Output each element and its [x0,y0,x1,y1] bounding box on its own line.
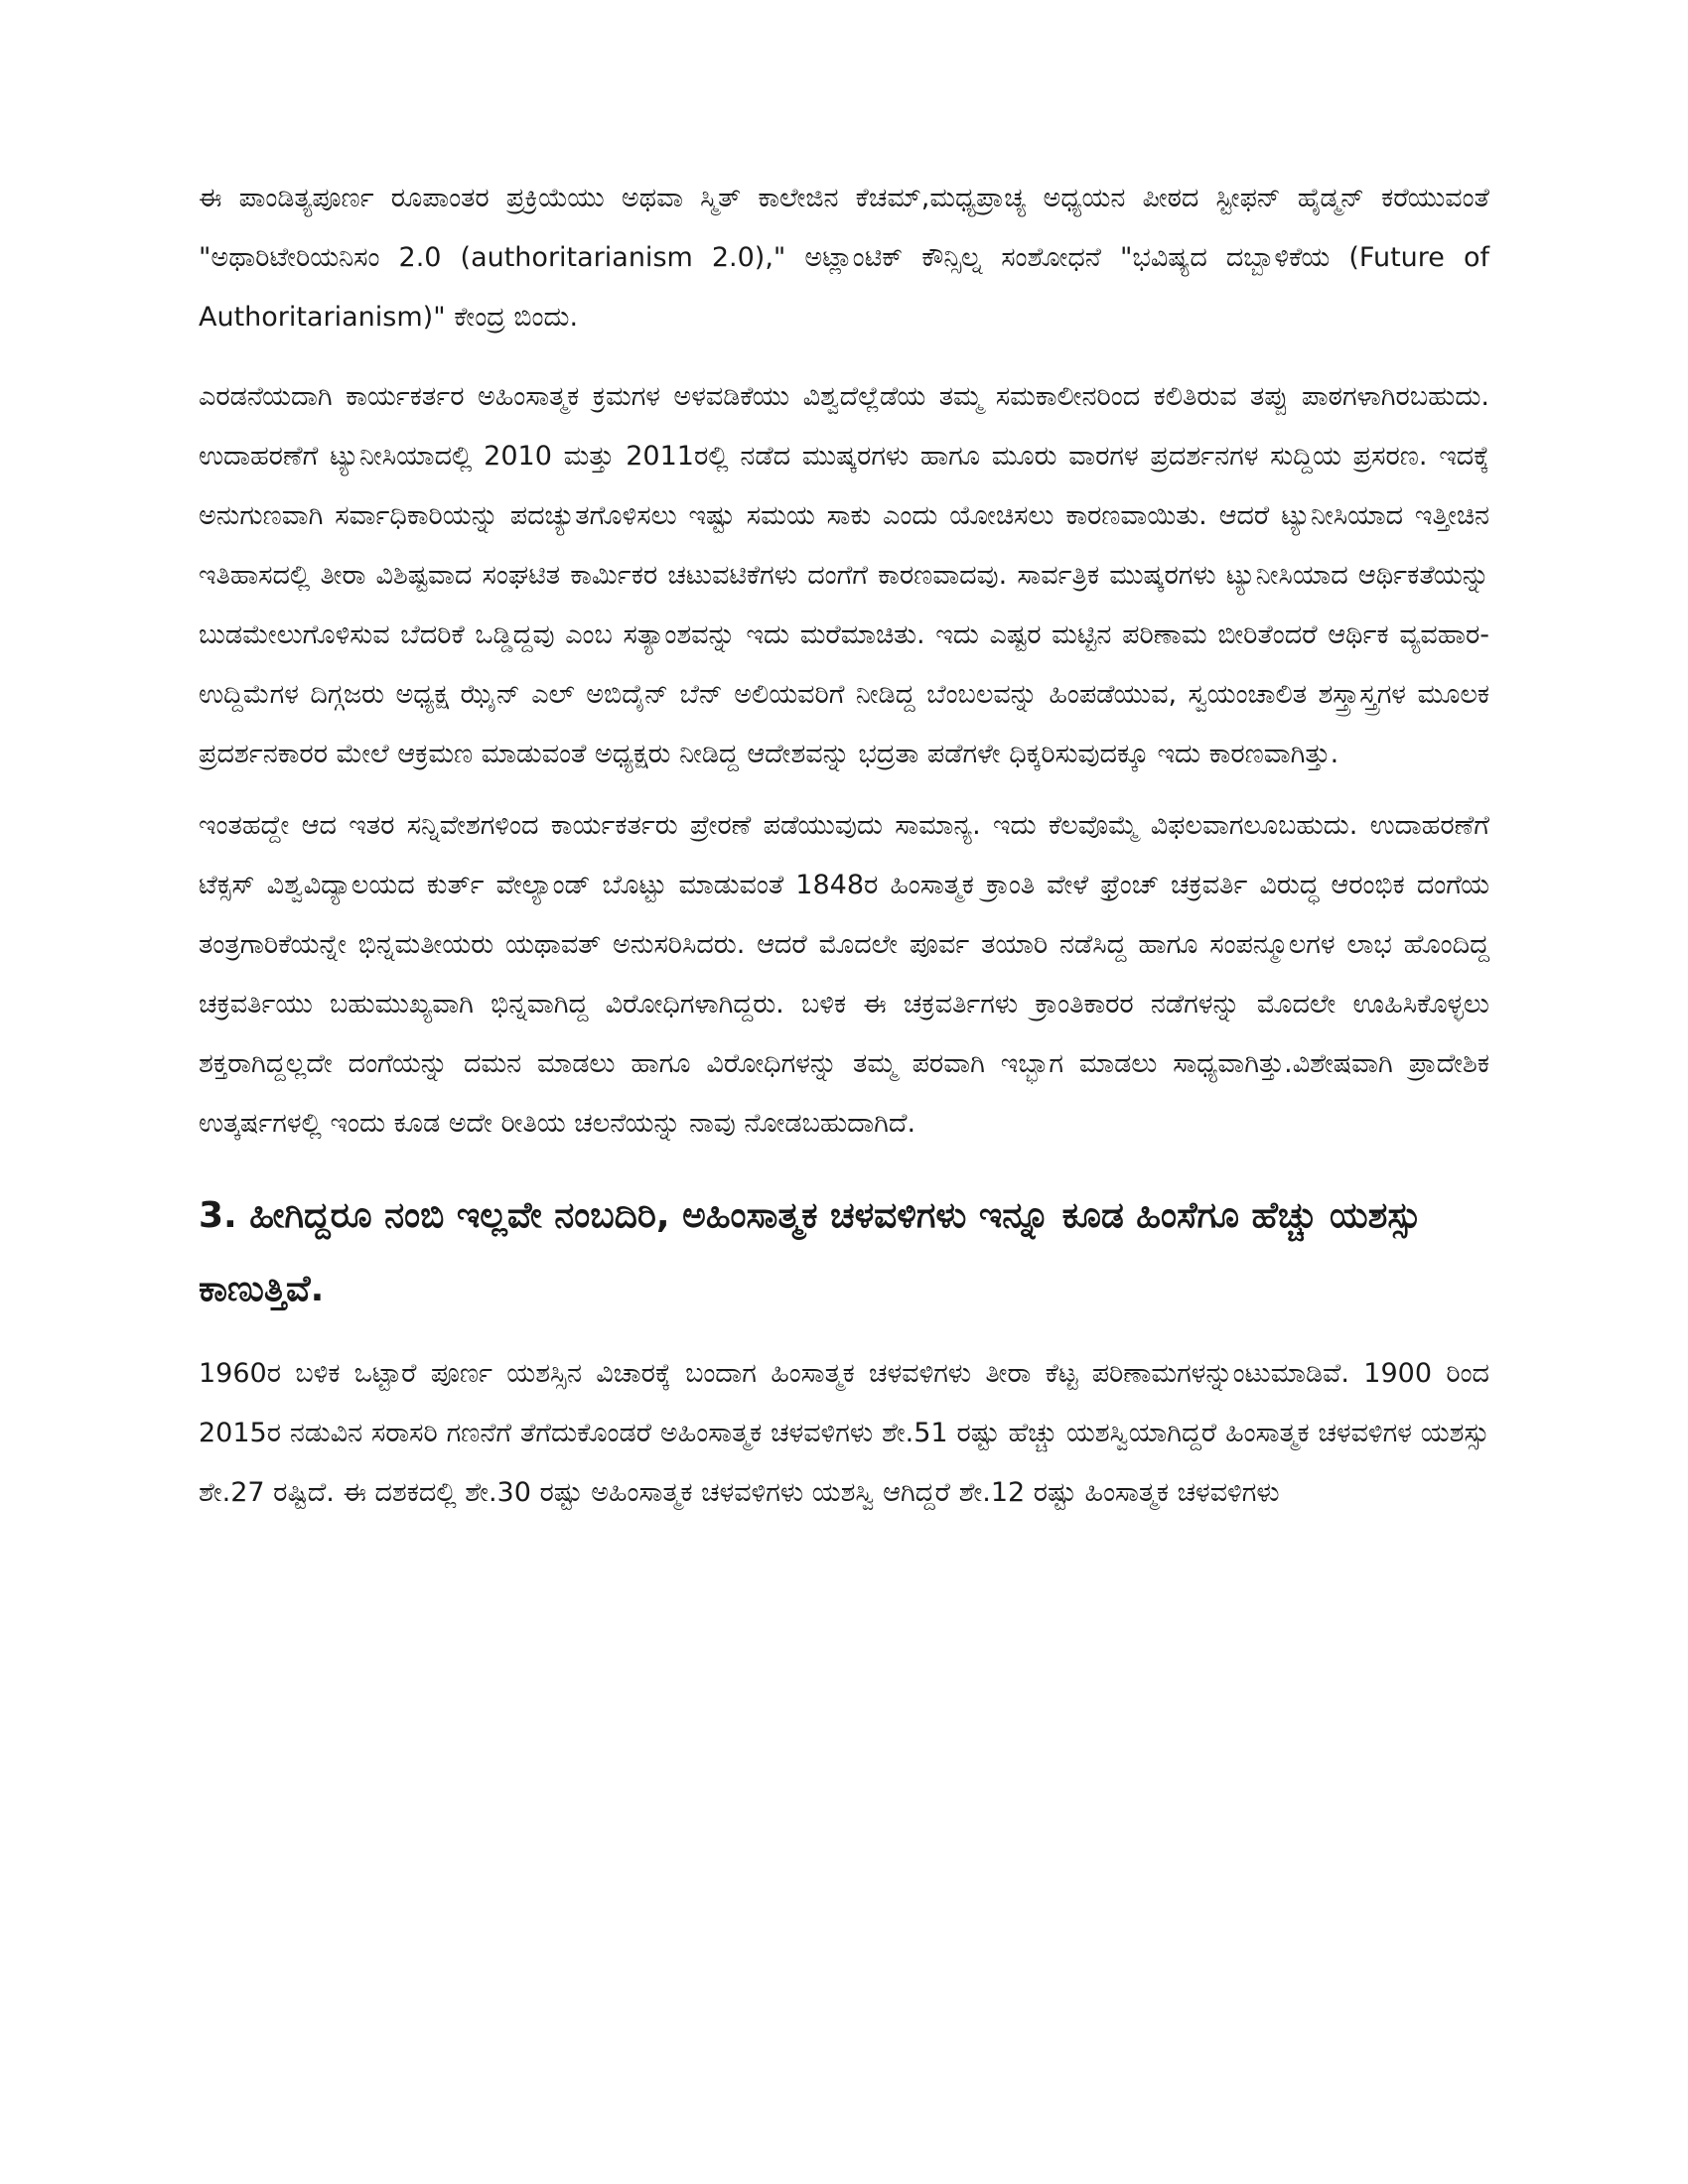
paragraph-3: ಇಂತಹದ್ದೇ ಆದ ಇತರ ಸನ್ನಿವೇಶಗಳಿಂದ ಕಾರ್ಯಕರ್ತರು ಪ್ರೇರಣೆ ಪಡೆಯುವುದು ಸಾಮಾನ್ಯ. ಇದು ಕೆಲವೊಮ್ಮೆ ವಿಫಲವಾಗಲೂಬಹುದು. ಉದಾಹರಣೆಗೆ ಟೆಕ್ಸಸ್ ವಿಶ್ವವಿದ್ಯಾಲಯದ ಕುರ್ತ್ ವೇಲ್ಯಾಂಡ್ ಬೊಟ್ಟು ಮಾಡುವಂತೆ 1848ರ ಹಿಂಸಾತ್ಮಕ ಕ್ರಾಂತಿ ವೇಳೆ ಫ್ರೆಂಚ್ ಚಕ್ರವರ್ತಿ ವಿರುದ್ಧ ಆರಂಭಿಕ ದಂಗೆಯ ತಂತ್ರಗಾರಿಕೆಯನ್ನೇ ಭಿನ್ನಮತೀಯರು ಯಥಾವತ್ ಅನುಸರಿಸಿದರು. ಆದರೆ ಮೊದಲೇ ಪೂರ್ವ ತಯಾರಿ ನಡೆಸಿದ್ದ ಹಾಗೂ ಸಂಪನ್ಮೂಲಗಳ ಲಾಭ ಹೊಂದಿದ್ದ ಚಕ್ರವರ್ತಿಯು ಬಹುಮುಖ್ಯವಾಗಿ ಭಿನ್ನವಾಗಿದ್ದ ವಿರೋಧಿಗಳಾಗಿದ್ದರು. ಬಳಿಕ ಈ ಚಕ್ರವರ್ತಿಗಳು ಕ್ರಾಂತಿಕಾರರ ನಡೆಗಳನ್ನು ಮೊದಲೇ ಊಹಿಸಿಕೊಳ್ಳಲು ಶಕ್ತರಾಗಿದ್ದಲ್ಲದೇ ದಂಗೆಯನ್ನು ದಮನ ಮಾಡಲು ಹಾಗೂ ವಿರೋಧಿಗಳನ್ನು ತಮ್ಮ ಪರವಾಗಿ ಇಬ್ಭಾಗ ಮಾಡಲು ಸಾಧ್ಯವಾಗಿತ್ತು.ವಿಶೇಷವಾಗಿ ಪ್ರಾದೇಶಿಕ ಉತ್ಕರ್ಷಗಳಲ್ಲಿ ಇಂದು ಕೂಡ ಅದೇ ರೀತಿಯ ಚಲನೆಯನ್ನು ನಾವು ನೋಡಬಹುದಾಗಿದೆ. [199,810,1489,1139]
paragraph-4: 1960ರ ಬಳಿಕ ಒಟ್ಟಾರೆ ಪೂರ್ಣ ಯಶಸ್ಸಿನ ವಿಚಾರಕ್ಕೆ ಬಂದಾಗ ಹಿಂಸಾತ್ಮಕ ಚಳವಳಿಗಳು ತೀರಾ ಕೆಟ್ಟ ಪರಿಣಾಮಗಳನ್ನುಂಟುಮಾಡಿವೆ. 1900 ರಿಂದ 2015ರ ನಡುವಿನ ಸರಾಸರಿ ಗಣನೆಗೆ ತೆಗೆದುಕೊಂಡರೆ ಅಹಿಂಸಾತ್ಮಕ ಚಳವಳಿಗಳು ಶೇ.51 ರಷ್ಟು ಹೆಚ್ಚು ಯಶಸ್ವಿಯಾಗಿದ್ದರೆ ಹಿಂಸಾತ್ಮಕ ಚಳವಳಿಗಳ ಯಶಸ್ಸು ಶೇ.27 ರಷ್ಟಿದೆ. ಈ ದಶಕದಲ್ಲಿ ಶೇ.30 ರಷ್ಟು ಅಹಿಂಸಾತ್ಮಕ ಚಳವಳಿಗಳು ಯಶಸ್ವಿ ಆಗಿದ್ದರೆ ಶೇ.12 ರಷ್ಟು ಹಿಂಸಾತ್ಮಕ ಚಳವಳಿಗಳು [199,1358,1489,1508]
document-page [199,169,1489,1535]
paragraph-1: ಈ ಪಾಂಡಿತ್ಯಪೂರ್ಣ ರೂಪಾಂತರ ಪ್ರಕ್ರಿಯೆಯು ಅಥವಾ ಸ್ಮಿತ್ ಕಾಲೇಜಿನ ಕೆಚಮ್,ಮಧ್ಯಪ್ರಾಚ್ಯ ಅಧ್ಯಯನ ಪೀಠದ ಸ್ಟೀಫನ್ ಹೈಡ್ಮನ್ ಕರೆಯುವಂತೆ "ಅಥಾರಿಟೇರಿಯನಿಸಂ 2.0 (authoritarianism 2.0)," ಅಟ್ಲಾಂಟಿಕ್ ಕೌನ್ಸಿಲ್ನ ಸಂಶೋಧನೆ "ಭವಿಷ್ಯದ ದಬ್ಬಾಳಿಕೆಯ (Future of Authoritarianism)" ಕೇಂದ್ರ ಬಿಂದು. [199,183,1489,333]
paragraph-2: ಎರಡನೆಯದಾಗಿ ಕಾರ್ಯಕರ್ತರ ಅಹಿಂಸಾತ್ಮಕ ಕ್ರಮಗಳ ಅಳವಡಿಕೆಯು ವಿಶ್ವದೆಲ್ಲೆಡೆಯ ತಮ್ಮ ಸಮಕಾಲೀನರಿಂದ ಕಲಿತಿರುವ ತಪ್ಪು ಪಾಠಗಳಾಗಿರಬಹುದು. ಉದಾಹರಣೆಗೆ ಟ್ಯುನೀಸಿಯಾದಲ್ಲಿ 2010 ಮತ್ತು 2011ರಲ್ಲಿ ನಡೆದ ಮುಷ್ಕರಗಳು ಹಾಗೂ ಮೂರು ವಾರಗಳ ಪ್ರದರ್ಶನಗಳ ಸುದ್ದಿಯ ಪ್ರಸರಣ. ಇದಕ್ಕೆ ಅನುಗುಣವಾಗಿ ಸರ್ವಾಧಿಕಾರಿಯನ್ನು ಪದಚ್ಯುತಗೊಳಿಸಲು ಇಷ್ಟು ಸಮಯ ಸಾಕು ಎಂದು ಯೋಚಿಸಲು ಕಾರಣವಾಯಿತು. ಆದರೆ ಟ್ಯುನೀಸಿಯಾದ ಇತ್ತೀಚಿನ ಇತಿಹಾಸದಲ್ಲಿ ತೀರಾ ವಿಶಿಷ್ಟವಾದ ಸಂಘಟಿತ ಕಾರ್ಮಿಕರ ಚಟುವಟಿಕೆಗಳು ದಂಗೆಗೆ ಕಾರಣವಾದವು. ಸಾರ್ವತ್ರಿಕ ಮುಷ್ಕರಗಳು ಟ್ಯುನೀಸಿಯಾದ ಆರ್ಥಿಕತೆಯನ್ನು ಬುಡಮೇಲುಗೊಳಿಸುವ ಬೆದರಿಕೆ ಒಡ್ಡಿದ್ದವು ಎಂಬ ಸತ್ಯಾಂಶವನ್ನು ಇದು ಮರೆಮಾಚಿತು. ಇದು ಎಷ್ಟರ ಮಟ್ಟಿನ ಪರಿಣಾಮ ಬೀರಿತೆಂದರೆ ಆರ್ಥಿಕ ವ್ಯವಹಾರ-ಉದ್ದಿಮೆಗಳ ದಿಗ್ಗಜರು ಅಧ್ಯಕ್ಷ ಝೈನ್ ಎಲ್ ಅಬಿದೈನ್ ಬೆನ್ ಅಲಿಯವರಿಗೆ ನೀಡಿದ್ದ ಬೆಂಬಲವನ್ನು ಹಿಂಪಡೆಯುವ, ಸ್ವಯಂಚಾಲಿತ ಶಸ್ತ್ರಾಸ್ತ್ರಗಳ ಮೂಲಕ ಪ್ರದರ್ಶನಕಾರರ ಮೇಲೆ ಆಕ್ರಮಣ ಮಾಡುವಂತೆ ಅಧ್ಯಕ್ಷರು ನೀಡಿದ್ದ ಆದೇಶವನ್ನು ಭದ್ರತಾ ಪಡೆಗಳೇ ಧಿಕ್ಕರಿಸುವುದಕ್ಕೂ ಇದು ಕಾರಣವಾಗಿತ್ತು. [199,381,1489,769]
section-heading: 3. ಹೀಗಿದ್ದರೂ ನಂಬಿ ಇಲ್ಲವೇ ನಂಬದಿರಿ, ಅಹಿಂಸಾತ್ಮಕ ಚಳವಳಿಗಳು ಇನ್ನೂ ಕೂಡ ಹಿಂಸೆಗೂ ಹೆಚ್ಚು ಯಶಸ್ಸು ಕಾಣುತ್ತಿವೆ. [199,1195,1422,1309]
